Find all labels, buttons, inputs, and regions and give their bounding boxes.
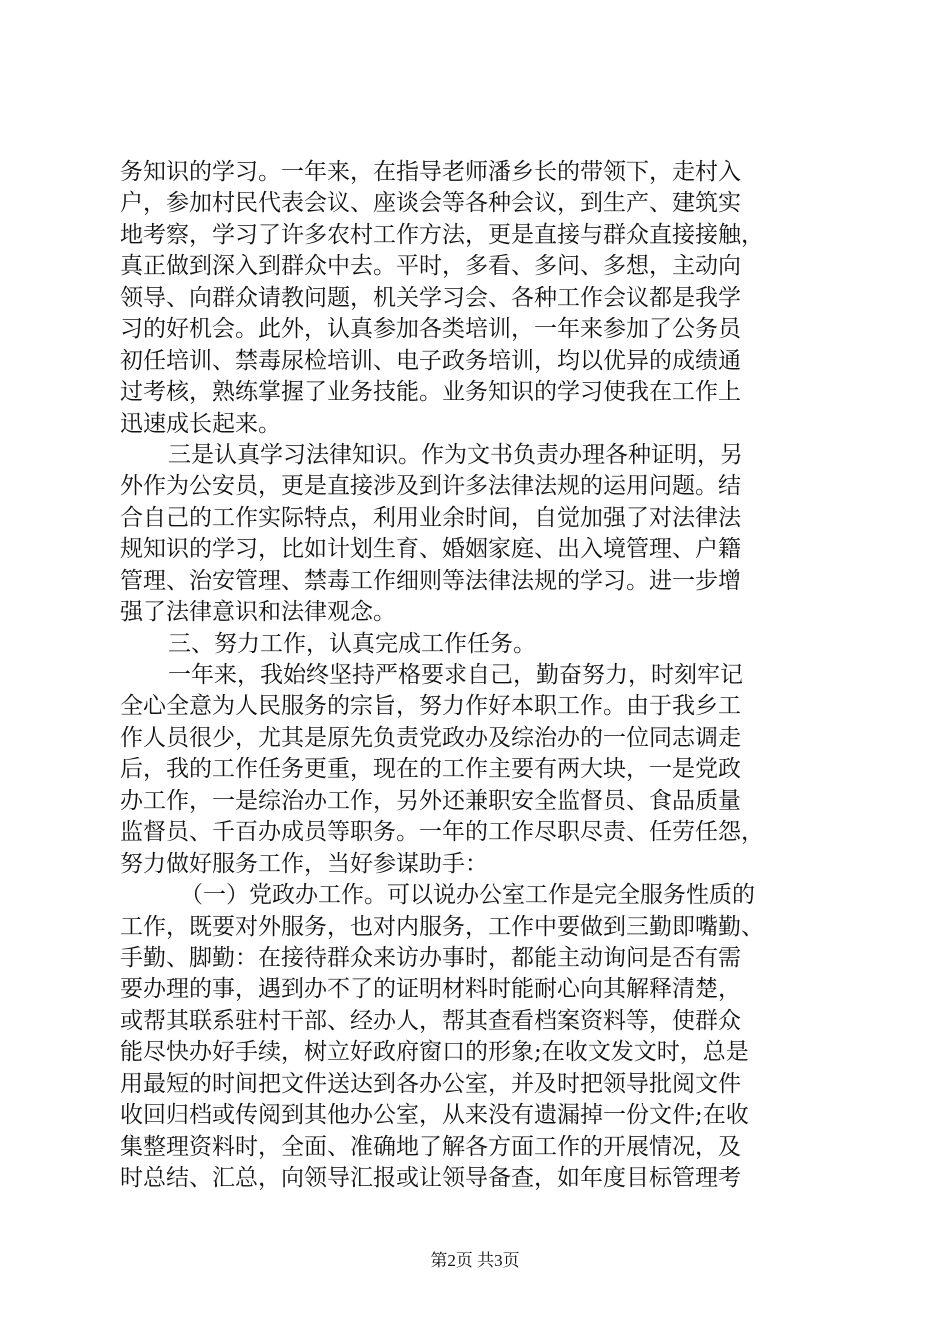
section-heading: 三、努力工作，认真完成工作任务。 — [168, 630, 536, 657]
page-number-footer: 第2页 共3页 — [430, 1251, 520, 1270]
text-line: 规知识的学习，比如计划生育、婚姻家庭、出入境管理、户籍 — [120, 536, 741, 563]
text-line: 时总结、汇总，向领导汇报或让领导备查，如年度目标管理考 — [120, 1165, 741, 1191]
text-line: 合自己的工作实际特点，利用业余时间，自觉加强了对法律法 — [120, 504, 741, 531]
text-line: 手勤、脚勤：在接待群众来访办事时，都能主动询问是否有需 — [120, 944, 741, 971]
text-line: 户，参加村民代表会议、座谈会等各种会议，到生产、建筑实 — [120, 190, 741, 217]
text-line: 集整理资料时，全面、准确地了解各方面工作的开展情况，及 — [120, 1133, 741, 1160]
paragraph-start-line: 一年来，我始终坚持严格要求自己，勤奋努力，时刻牢记 — [168, 662, 743, 688]
text-line: 真正做到深入到群众中去。平时，多看、多问、多想，主动向 — [120, 253, 741, 280]
text-line: 努力做好服务工作，当好参谋助手： — [120, 850, 488, 877]
text-line: 外作为公安员，更是直接涉及到许多法律法规的运用问题。结 — [120, 473, 741, 500]
text-line: 地考察，学习了许多农村工作方法，更是直接与群众直接接触， — [120, 221, 764, 248]
text-line: 领导、向群众请教问题，机关学习会、各种工作会议都是我学 — [120, 284, 741, 311]
text-line: 全心全意为人民服务的宗旨，努力作好本职工作。由于我乡工 — [120, 693, 741, 720]
text-line: 过考核，熟练掌握了业务技能。业务知识的学习使我在工作上 — [120, 379, 741, 406]
text-line: 初任培训、禁毒尿检培训、电子政务培训，均以优异的成绩通 — [120, 347, 741, 374]
text-line: 要办理的事，遇到办不了的证明材料时能耐心向其解释清楚， — [120, 976, 741, 1003]
text-line: 办工作，一是综治办工作，另外还兼职安全监督员、食品质量 — [120, 787, 741, 814]
text-line: 或帮其联系驻村干部、经办人，帮其查看档案资料等，使群众 — [120, 1007, 741, 1034]
text-line: 能尽快办好手续，树立好政府窗口的形象;在收文发文时，总是 — [120, 1039, 749, 1066]
text-line: 后，我的工作任务更重，现在的工作主要有两大块，一是党政 — [120, 756, 741, 783]
text-line: 用最短的时间把文件送达到各办公室，并及时把领导批阅文件 — [120, 1070, 741, 1097]
text-line: 习的好机会。此外，认真参加各类培训，一年来参加了公务员 — [120, 316, 741, 343]
text-line: 作人员很少，尤其是原先负责党政办及综治办的一位同志调走 — [120, 724, 741, 751]
text-line: 工作，既要对外服务，也对内服务，工作中要做到三勤即嘴勤、 — [120, 913, 764, 940]
document-body — [120, 157, 832, 1194]
text-line: 务知识的学习。一年来，在指导老师潘乡长的带领下，走村入 — [120, 159, 741, 185]
subsection-start-line: （一）党政办工作。可以说办公室工作是完全服务性质的 — [180, 882, 755, 909]
text-line: 收回归档或传阅到其他办公室，从来没有遗漏掉一份文件;在收 — [120, 1102, 749, 1129]
paragraph-start-line: 三是认真学习法律知识。作为文书负责办理各种证明，另 — [168, 441, 743, 468]
text-line: 强了法律意识和法律观念。 — [120, 599, 396, 626]
text-line: 迅速成长起来。 — [120, 410, 281, 437]
text-line: 管理、治安管理、禁毒工作细则等法律法规的学习。进一步增 — [120, 567, 741, 594]
text-line: 监督员、千百办成员等职务。一年的工作尽职尽责、任劳任怨， — [120, 819, 764, 846]
